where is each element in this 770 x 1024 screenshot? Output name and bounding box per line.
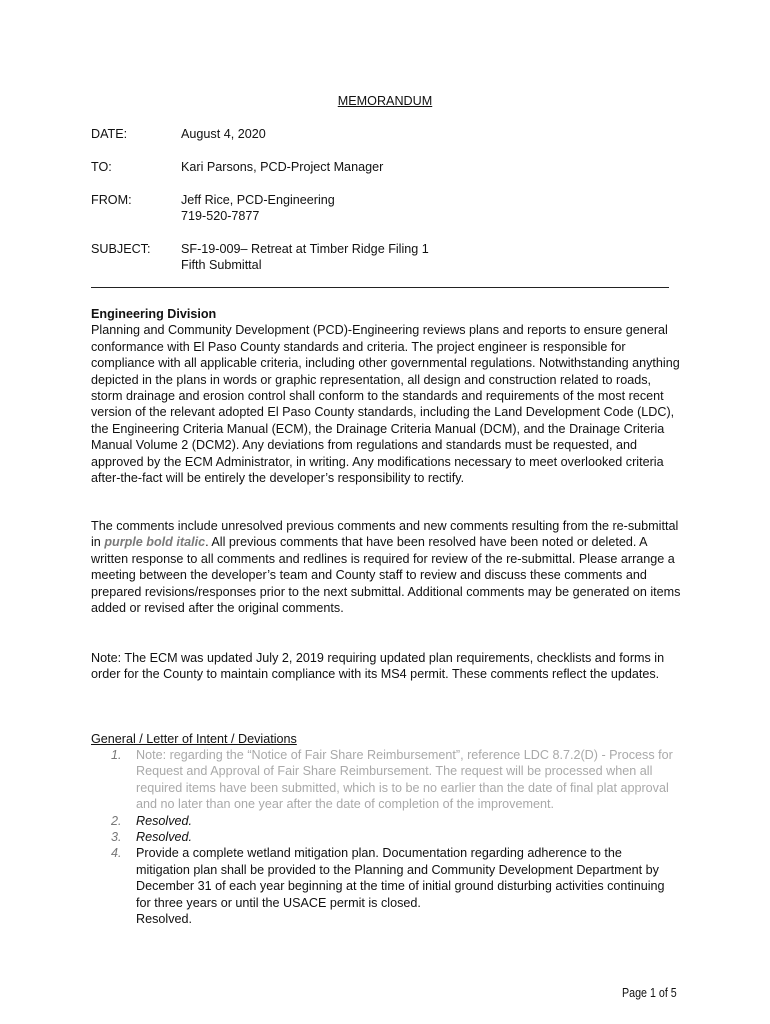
comment-text: Provide a complete wetland mitigation plan. Documentation regarding adherence to the mitigation plan shall be provided to the Planning and Community Development Department by December 31 of each year beginning at the time of initial ground disturbing activities continuing for three years or until the USACE permit is closed. [136,846,665,910]
purple-bold-italic-text: purple bold italic [104,535,206,550]
engineering-paragraph-3: Note: The ECM was updated July 2, 2019 requiring updated plan requirements, checklists and forms in order for the County to maintain compliance with its MS4 permit. These comments reflect the updates. [91,651,665,682]
para2-before: The comments include unresolved previous comments and new comments resulting from the re-submittal in [91,519,679,550]
to-value: Kari Parsons, PCD-Project Manager [181,160,384,174]
comment-text: Resolved. [136,813,193,828]
date-value: August 4, 2020 [181,127,266,141]
subject-sub: Fifth Submittal [181,258,262,272]
general-section-heading: General / Letter of Intent / Deviations [91,732,297,746]
page-number: Page 1 of 5 [622,986,677,1000]
subject-value: SF-19-009– Retreat at Timber Ridge Filing 1 [181,242,429,256]
comment-item-3 [91,829,676,845]
engineering-heading: Engineering Division [91,307,217,321]
from-label: FROM: [91,193,132,207]
header-divider [91,287,669,288]
comment-number: 1. [111,748,122,762]
comment-number: 3. [111,830,122,845]
memo-title: MEMORANDUM [337,94,433,108]
comment-item-4 [91,845,676,927]
comment-item-2 [91,813,676,829]
comment-item-1 [91,747,676,813]
comment-resolved-note: Resolved. [136,912,193,927]
para2-after: . All previous comments that have been resolved have been noted or deleted. A written response to all comments and redlines is required for review of the re-submittal. Please arrange a meeting between the developer’s team and County staff to review and discuss these comments and prepared revisions/responses prior to the next submittal. Additional comments may be generated on items added or revised after the original comments. [91,535,681,616]
engineering-section [91,306,681,486]
comment-text: Resolved. [136,830,193,845]
date-label: DATE: [91,127,128,141]
comment-list [91,747,676,927]
from-value: Jeff Rice, PCD-Engineering [181,193,335,207]
comment-number: 4. [111,846,122,861]
engineering-paragraph-1: Planning and Community Development (PCD)-Engineering reviews plans and reports to ensure general conformance with El Paso County standards and criteria. The project engineer is responsible for compliance with all applicable criteria, including other governmental regulations. Notwithstanding anything depicted in the plans in words or graphic representation, all design and construction related to roads, storm drainage and erosion control shall conform to the standards and requirements of the most recent version of the relevant adopted El Paso County standards, including the Land Development Code (LDC), the Engineering Criteria Manual (ECM), the Drainage Criteria Manual (DCM), and the Drainage Criteria Manual Volume 2 (DCM2). Any deviations from regulations and standards must be requested, and approved by the ECM Administrator, in writing. Any modifications necessary to meet overlooked criteria after-the-fact will be entirely the developer’s responsibility to rectify. [91,323,680,486]
engineering-paragraph-2 [91,518,681,616]
comment-number: 2. [111,813,122,828]
comment-text: Note: regarding the “Notice of Fair Share Reimbursement”, reference LDC 8.7.2(D) - Process for Request and Approval of Fair Share Reimbursement. The request will be processed when all required items have been submitted, which is to be no earlier than the date of final plat approval and no later than one year after the date of completion of the improvement. [136,748,673,812]
from-phone: 719-520-7877 [181,209,260,223]
subject-label: SUBJECT: [91,242,151,256]
ecm-note [91,650,681,683]
comments-paragraph [91,518,681,616]
to-label: TO: [91,160,112,174]
